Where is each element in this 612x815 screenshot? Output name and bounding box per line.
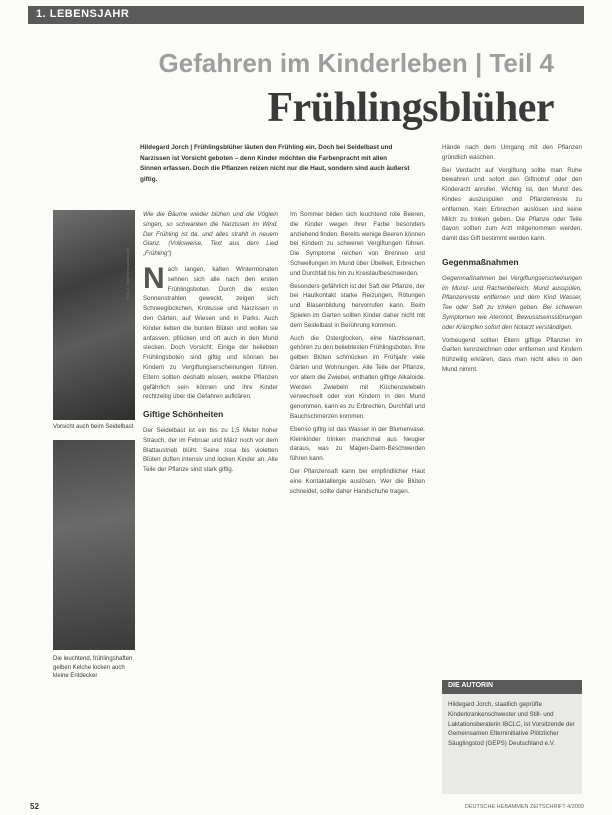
section-label: 1. LEBENSJAHR xyxy=(36,8,130,20)
intro-quote: Wie die Bäume wieder blühen und die Vöglein singen, so schwanken die Narzissen im Wind. Der Frühling ist da, und alles strahlt in neuem Glanz. (Volksweise, Text aus dem Lied „Frühling“) xyxy=(143,211,278,258)
page-number: 52 xyxy=(30,802,39,811)
body-paragraph: Gegenmaßnahmen bei Vergiftungserscheinungen im Mund- und Rachenbereich: Mund ausspülen, Pflanzenreste entfernen und dem Kind Wasser, Tee oder Saft zu trinken geben. Bei schweren Symptomen wie Atemnot, Bewusstseinsstörungen oder Krämpfen sofort den Notarzt verständigen. xyxy=(442,274,582,331)
subheading-toxic: Giftige Schönheiten xyxy=(143,409,224,420)
article-headline: Frühlingsblüher xyxy=(267,85,554,131)
body-paragraph: Besonders gefährlich ist der Saft der Pflanze, der bei Hautkontakt starke Reizungen, Rötungen und Blasenbildung hervorrufen kann. Beim Spielen im Garten sollten Kinder daher nicht mit dem Seidelbast in Berührung kommen. xyxy=(290,282,425,329)
paragraph-text: ach langen, kalten Wintermonaten sehnen sich alle nach den ersten Frühlingsboten. Durch die ersten Sonnenstrahlen geweckt, zeigen sich Schneeglöckchen, Krokusse und Narzissen in den Gärten, auf Wiesen und in Parks. Auch Kinder lieben die bunten Blüten und wollen sie anfassen, pflücken und oft auch in den Mund stecken. Doch Vorsicht: Einige der beliebten Frühlingsboten sind giftig und können bei Kindern zu Vergiftungserscheinungen führen. Eltern sollten deshalb wissen, welche Pflanzen gefährlich sein können und ihre Kinder rechtzeitig über die Gefahren aufklären. xyxy=(143,265,278,401)
body-paragraph: Im Sommer bilden sich leuchtend rote Beeren, die Kinder wegen ihrer Farbe besonders anziehend finden. Bereits wenige Beeren können bei Kindern zu schweren Vergiftungen führen. Die Symptome reichen von Brennen und Schwellungen im Mund über Übelkeit, Erbrechen und Durchfall bis hin zu Kreislaufbeschwerden. xyxy=(290,211,425,277)
dropcap: N xyxy=(143,261,165,295)
body-paragraph: Der Pflanzensaft kann bei empfindlicher Haut eine Kontaktallergie auslösen. Wer die Blüten schneidet, sollte daher Handschuhe tragen. xyxy=(290,467,425,495)
author-box-header xyxy=(442,680,582,694)
daffodil-photo xyxy=(53,440,135,650)
body-paragraph: Vorbeugend sollten Eltern giftige Pflanzen im Garten kennzeichnen oder entfernen und Kindern frühzeitig erklären, dass man nicht alles in den Mund nimmt. xyxy=(442,336,582,373)
body-paragraph xyxy=(143,261,278,402)
author-box-title: DIE AUTORIN xyxy=(448,682,494,689)
column-1 xyxy=(143,210,278,478)
subheading-countermeasures: Gegenmaßnahmen xyxy=(442,256,519,267)
body-paragraph: Bei Verdacht auf Vergiftung sollte man Ruhe bewahren und sofort den Giftnotruf oder den Kinderarzt anrufen. Wichtig ist, den Mund des Kindes auszuspülen und Pflanzenreste zu entfernen. Kein Erbrechen auslösen und keine Milch zu trinken geben. Die Pflanze oder Teile davon sollten zum Arzt mitgenommen werden, damit das Gift bestimmt werden kann. xyxy=(442,166,582,243)
article-lead: Hildegard Jorch | Frühlingsblüher läuten den Frühling ein. Doch bei Seidelbast und Narzissen ist Vorsicht geboten – denn Kinder möchten die Farbenpracht mit allen Sinnen erfassen. Doch die Pflanzen reizen nicht nur die Haut, sondern sind auch äußerst giftig. xyxy=(140,144,410,183)
photo-caption-2: Die leuchtend, frühlingshaften gelben Kelche locken auch kleine Entdecker xyxy=(53,656,133,679)
photo-credit: Foto: J. Jäger/www.pixelio.de xyxy=(125,247,130,300)
section-bar xyxy=(28,6,584,24)
footer-publication: DEUTSCHE HEBAMMEN ZEITSCHRIFT 4/2009 xyxy=(464,804,584,810)
article-kicker: Gefahren im Kinderleben | Teil 4 xyxy=(158,48,554,78)
body-paragraph: Ebenso giftig ist das Wasser in der Blumenvase. Kleinkinder trinken manchmal aus Neugier daraus, was zu Magen-Darm-Beschwerden führen kann. xyxy=(290,425,425,463)
column-2 xyxy=(290,210,425,499)
daphne-photo xyxy=(53,210,135,420)
column-3 xyxy=(442,143,582,378)
author-box-body: Hildegard Jorch, staatlich geprüfte Kinderkrankenschwester und Still- und Laktationsberaterin IBCLC, ist Vorsitzende der Gemeinsamen Elterninitiative Plötzlicher Säuglingstod (GEPS) Deutschland e.V. xyxy=(442,694,582,794)
body-paragraph: Auch die Osterglocken, eine Narzissenart, gehören zu den beliebtesten Frühlingsboten. Ihre gelben Blüten schmücken im Frühjahr viele Gärten und Wohnungen. Alle Teile der Pflanze, vor allem die Zwiebel, enthalten giftige Alkaloide. Werden Zwiebeln mit Küchenzwiebeln verwechselt oder von Kindern in den Mund genommen, kann es zu Erbrechen, Durchfall und Bauchschmerzen kommen. xyxy=(290,334,425,420)
photo-caption-1: Vorsicht auch beim Seidelbast xyxy=(53,424,134,430)
body-paragraph: Der Seidelbast ist ein bis zu 1,5 Meter hoher Strauch, der im Februar und März noch vor dem Blattaustrieb blüht. Seine rosa bis violetten Blüten duften intensiv und locken Kinder an. Alle Teile der Pflanze sind stark giftig. xyxy=(143,426,278,474)
body-paragraph: Hände nach dem Umgang mit den Pflanzen gründlich waschen. xyxy=(442,144,582,161)
